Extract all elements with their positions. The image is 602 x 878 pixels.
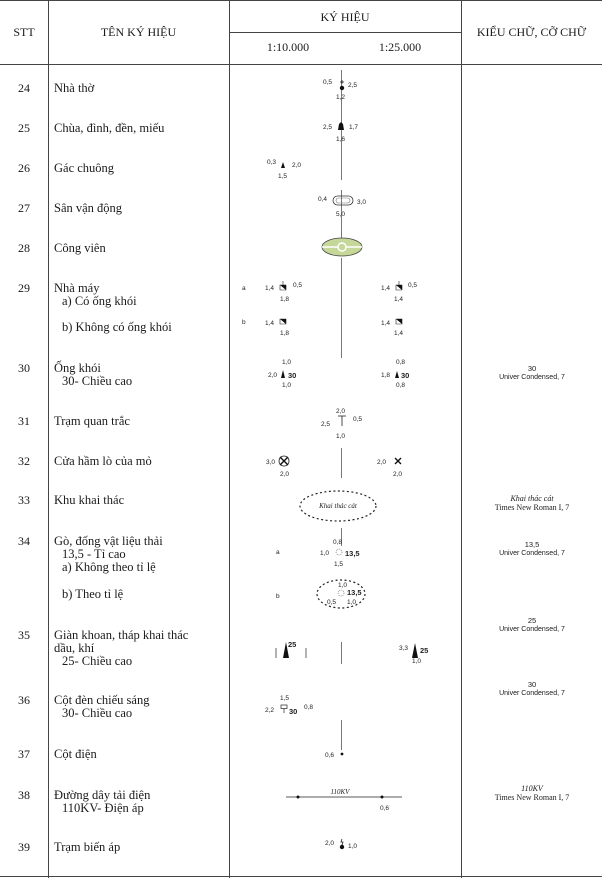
r34-a-num-2: 1,0 [320, 550, 330, 557]
transformer-symbol [325, 839, 357, 850]
r30-label-right: 30 [401, 371, 410, 380]
r24-num-1: 0,5 [323, 79, 333, 86]
mining-area-symbol [300, 491, 376, 521]
row-38-format-font: Times New Roman I, 7 [494, 793, 570, 802]
r34-a-num-1: 0,8 [333, 539, 343, 546]
row-35-format-font: Univer Condensed, 7 [499, 626, 565, 633]
street-light-symbol [265, 695, 313, 716]
r34-b-num-2: 0,5 [327, 599, 337, 606]
row-38-stt: 38 [18, 788, 30, 802]
row-36-format [462, 680, 602, 698]
r27-num-3: 5,0 [336, 211, 346, 218]
row-34-format-label: 13,5 [524, 540, 540, 549]
r34-height-b: 13,5 [347, 588, 362, 597]
r36-num-3: 0,8 [304, 704, 314, 711]
row-35-sub: 25- Chiều cao [62, 654, 133, 668]
r34-label-b: b [276, 593, 280, 600]
r29-a2-num-1: 1,4 [381, 285, 391, 292]
r32-left-num-1: 3,0 [266, 459, 276, 466]
row-33-format-label: Khai thác cát [510, 494, 554, 503]
header-bottom-border [0, 64, 602, 65]
factory-symbol [242, 281, 417, 337]
r30-right-num-3: 0,8 [396, 382, 406, 389]
r32-left-num-2: 2,0 [280, 471, 290, 478]
row-28-name: Công viên [54, 241, 106, 255]
r32-right-num-1: 2,0 [377, 459, 387, 466]
r38-label: 110KV [330, 788, 350, 796]
park-symbol [322, 238, 362, 256]
row-38-format [462, 784, 602, 802]
row-35-stt: 35 [18, 628, 30, 642]
symbols-drawing [230, 66, 462, 876]
r31-num-2: 0,5 [353, 416, 363, 423]
r29-label-a: a [242, 285, 246, 292]
row-27-name: Sân vận động [54, 201, 123, 215]
r26-num-3: 1,5 [278, 173, 288, 180]
row-34-sub-b: b) Theo tỉ lệ [62, 587, 124, 601]
row-29-name: Nhà máy [54, 281, 100, 295]
r25-num-1: 2,5 [323, 124, 333, 131]
waste-mound-symbol [276, 539, 365, 608]
oil-rig-symbol [276, 640, 428, 665]
r29-b-num-2: 1,8 [280, 330, 290, 337]
row-36-sub: 30- Chiều cao [62, 706, 133, 720]
r36-label: 30 [289, 707, 298, 716]
r26-num-2: 2,0 [292, 162, 302, 169]
row-34-format-font: Univer Condensed, 7 [499, 550, 565, 557]
row-33-stt: 33 [18, 493, 30, 507]
row-32-name: Cửa hầm lò của mỏ [54, 454, 152, 468]
r24-num-3: 1,2 [336, 94, 346, 101]
r34-a-num-3: 1,5 [334, 561, 344, 568]
row-29-sub-b: b) Không có ống khói [62, 320, 172, 334]
row-24-stt: 24 [18, 81, 30, 95]
col-divider-1 [48, 0, 49, 878]
header-scale-10000: 1:10.000 [266, 40, 310, 54]
row-35-format-label: 25 [527, 616, 537, 625]
table-bottom-border [0, 876, 602, 877]
scale-subheader-divider [229, 32, 461, 33]
r33-label: Khai thác cát [319, 502, 357, 510]
r34-height-a: 13,5 [345, 549, 360, 558]
row-30-format-font: Univer Condensed, 7 [499, 374, 565, 381]
row-35-format [462, 616, 602, 634]
row-33-format-font: Times New Roman I, 7 [494, 503, 570, 512]
r30-left-num-3: 1,0 [282, 382, 292, 389]
observation-station-symbol [321, 408, 362, 440]
row-36-format-font: Univer Condensed, 7 [499, 690, 565, 697]
header-name: TÊN KÝ HIỆU [100, 25, 177, 39]
r25-num-2: 1,7 [349, 124, 359, 131]
row-36-format-label: 30 [527, 680, 537, 689]
r34-b-num-1: 1,0 [338, 582, 348, 589]
row-28-stt: 28 [18, 241, 30, 255]
r29-label-b: b [242, 319, 246, 326]
r31-num-4: 1,0 [336, 433, 346, 440]
row-34-sub-a: a) Không theo tỉ lệ [62, 560, 156, 574]
power-pole-symbol [325, 752, 343, 759]
r39-num-1: 2,0 [325, 840, 335, 847]
r29-a2-num-2: 0,5 [408, 282, 418, 289]
r30-left-num-1: 1,0 [282, 359, 292, 366]
r35-label-left: 25 [288, 640, 297, 649]
stadium-symbol [318, 196, 366, 218]
row-30-format-label: 30 [527, 364, 537, 373]
row-39-name: Trạm biến áp [54, 840, 121, 854]
row-29-sub-a: a) Có ống khói [62, 294, 137, 308]
r29-b2-num-1: 1,4 [381, 320, 391, 327]
row-30-stt: 30 [18, 361, 30, 375]
r37-num-1: 0,6 [325, 752, 335, 759]
r35-num-2: 1,0 [412, 658, 422, 665]
row-31-stt: 31 [18, 414, 30, 428]
row-24-name: Nhà thờ [54, 81, 95, 95]
header-scale-25000: 1:25.000 [378, 40, 422, 54]
row-34-format [462, 540, 602, 558]
row-36-stt: 36 [18, 693, 30, 707]
r25-num-3: 1,6 [336, 136, 346, 143]
row-26-stt: 26 [18, 161, 30, 175]
r29-a-num-3: 1,8 [280, 296, 290, 303]
r31-num-3: 2,5 [321, 421, 331, 428]
r29-a-num-1: 1,4 [265, 285, 275, 292]
table-top-border [0, 0, 602, 1]
row-36-name: Cột đèn chiếu sáng [54, 693, 150, 707]
header-stt: STT [13, 25, 35, 39]
r30-right-num-2: 1,8 [381, 372, 391, 379]
r24-num-2: 2,5 [348, 82, 358, 89]
r26-num-1: 0,3 [267, 159, 277, 166]
pagoda-symbol [323, 122, 358, 143]
row-33-format [462, 494, 602, 512]
r34-b-num-3: 1,0 [347, 599, 357, 606]
header-symbol: KÝ HIỆU [320, 10, 370, 24]
r27-num-1: 0,4 [318, 196, 328, 203]
row-34-sub: 13,5 - Tỉ cao [62, 547, 126, 561]
r30-right-num-1: 0,8 [396, 359, 406, 366]
r29-a2-num-3: 1,4 [394, 296, 404, 303]
header-format: KIỂU CHỮ, CỠ CHỮ [476, 25, 587, 39]
r32-right-num-2: 2,0 [393, 471, 403, 478]
r30-label-left: 30 [288, 371, 297, 380]
r29-b2-num-2: 1,4 [394, 330, 404, 337]
row-27-stt: 27 [18, 201, 30, 215]
row-38-sub: 110KV- Điện áp [62, 801, 144, 815]
row-32-stt: 32 [18, 454, 30, 468]
bell-tower-symbol [267, 159, 301, 180]
row-25-stt: 25 [18, 121, 30, 135]
row-25-name: Chùa, đình, đền, miếu [54, 121, 165, 135]
row-34-name: Gò, đống vật liệu thải [54, 534, 163, 548]
row-26-name: Gác chuông [54, 161, 115, 175]
row-33-name: Khu khai thác [54, 493, 125, 507]
r29-a-num-2: 0,5 [293, 282, 303, 289]
r29-b-num-1: 1,4 [265, 320, 275, 327]
row-38-format-label: 110KV [521, 784, 543, 793]
row-31-name: Trạm quan trắc [54, 414, 130, 428]
chimney-symbol [268, 359, 409, 389]
r36-num-2: 2,2 [265, 707, 275, 714]
row-34-stt: 34 [18, 534, 30, 548]
row-29-stt: 29 [18, 281, 30, 295]
r39-num-2: 1,0 [348, 843, 358, 850]
row-30-sub: 30- Chiều cao [62, 374, 133, 388]
power-line-symbol [286, 788, 402, 812]
row-35-name-line2: dầu, khí [54, 641, 95, 655]
r34-label-a: a [276, 549, 280, 556]
row-30-name: Ống khói [54, 361, 101, 375]
row-37-stt: 37 [18, 747, 30, 761]
church-symbol [323, 79, 357, 101]
row-37-name: Cột điện [54, 747, 97, 761]
row-30-format [462, 364, 602, 382]
r35-num-1: 3,3 [399, 645, 409, 652]
r38-num: 0,6 [380, 805, 390, 812]
row-35-name: Giàn khoan, tháp khai thác [54, 628, 189, 642]
row-39-stt: 39 [18, 840, 30, 854]
r31-num-1: 2,0 [336, 408, 346, 415]
r35-label-right: 25 [420, 646, 429, 655]
r36-num-1: 1,5 [280, 695, 290, 702]
r27-num-2: 3,0 [357, 199, 367, 206]
r30-left-num-2: 2,0 [268, 372, 278, 379]
row-38-name: Đường dây tải điện [54, 788, 151, 802]
mine-entrance-symbol [266, 456, 402, 478]
